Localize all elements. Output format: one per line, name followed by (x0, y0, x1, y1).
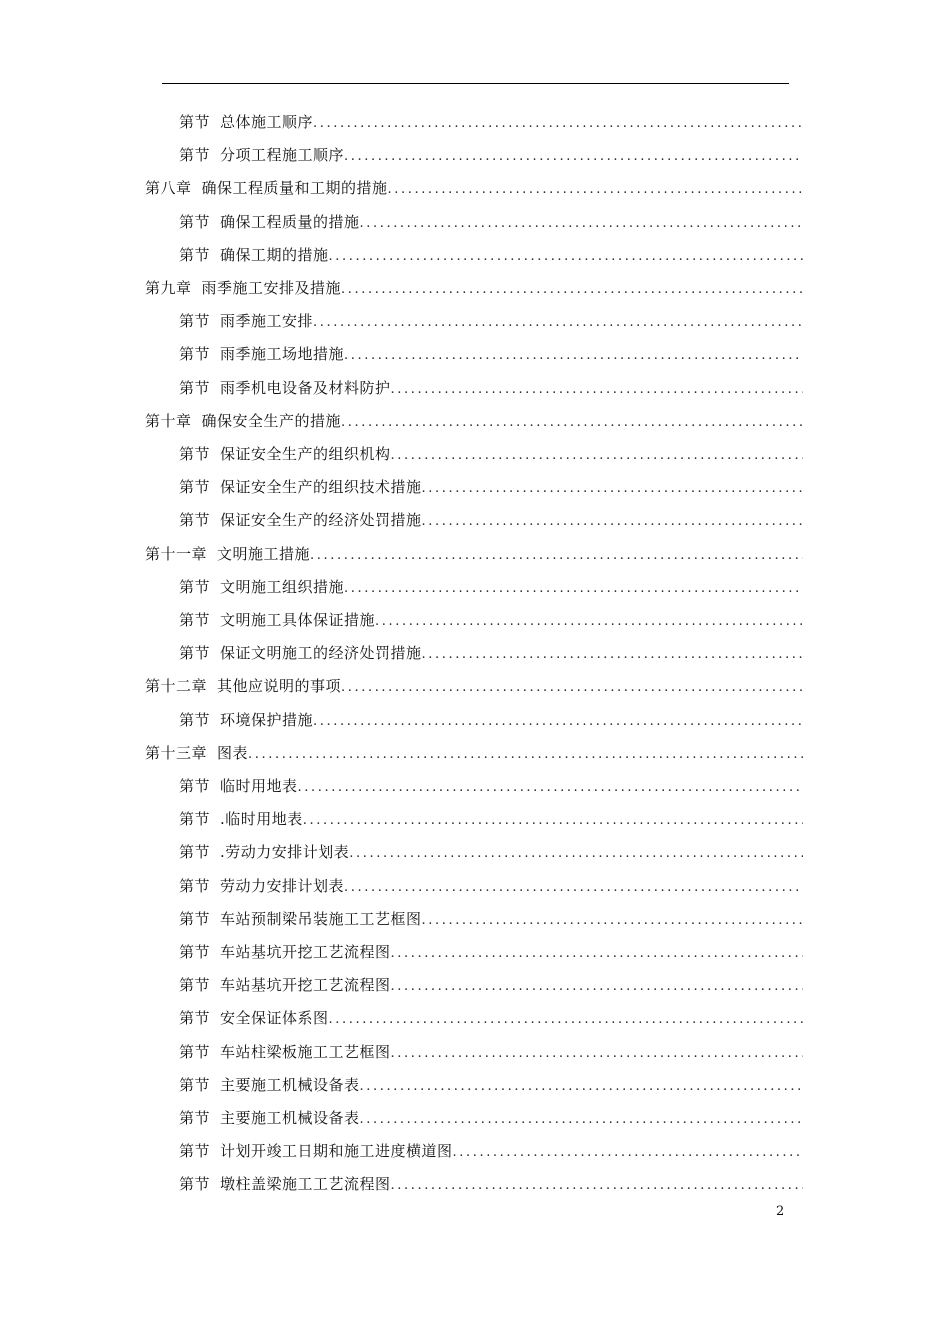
toc-entry-number: 第节 (179, 1009, 211, 1028)
toc-entry-label (145, 742, 248, 764)
toc-entry-title: 确保安全生产的措施 (201, 411, 342, 430)
toc-entry-label (179, 775, 298, 797)
toc-chapter-entry[interactable] (145, 177, 803, 199)
toc-entry-title: 总体施工顺序 (220, 113, 314, 131)
toc-dot-leader (360, 213, 803, 233)
toc-entry-label (179, 377, 391, 399)
toc-dot-leader (313, 312, 803, 332)
toc-entry-number: 第节 (179, 843, 211, 862)
toc-entry-number: 第节 (179, 1175, 211, 1194)
toc-dot-leader (344, 345, 803, 365)
toc-section-entry[interactable] (179, 1007, 803, 1029)
toc-entry-label (179, 1173, 391, 1195)
toc-entry-label (179, 343, 344, 365)
toc-entry-label (179, 642, 422, 664)
toc-section-entry[interactable] (179, 576, 803, 598)
toc-dot-leader (341, 412, 803, 432)
toc-chapter-entry[interactable] (145, 675, 803, 697)
toc-section-entry[interactable] (179, 941, 803, 963)
toc-entry-number: 第十二章 (145, 677, 208, 696)
toc-entry-number: 第节 (179, 1142, 211, 1161)
toc-entry-title: .劳动力安排计划表 (220, 843, 350, 862)
toc-entry-label (179, 974, 391, 996)
toc-entry-number: 第节 (179, 876, 211, 895)
toc-chapter-entry[interactable] (145, 742, 803, 764)
toc-entry-label (179, 808, 303, 830)
toc-section-entry[interactable] (179, 609, 803, 631)
toc-entry-title: 安全保证体系图 (220, 1009, 329, 1028)
toc-entry-label (145, 277, 341, 299)
toc-entry-number: 第节 (179, 113, 211, 131)
toc-dot-leader (341, 279, 803, 299)
toc-dot-leader (303, 810, 803, 830)
toc-dot-leader (391, 445, 803, 465)
toc-entry-title: 文明施工组织措施 (220, 577, 345, 596)
toc-entry-label (179, 1007, 329, 1029)
toc-section-entry[interactable] (179, 1074, 803, 1096)
toc-entry-label (179, 509, 422, 531)
toc-entry-label (179, 144, 344, 166)
toc-entry-title: 保证安全生产的经济处罚措施 (220, 511, 422, 530)
toc-entry-label (145, 177, 388, 199)
toc-entry-number: 第节 (179, 1109, 211, 1127)
toc-dot-leader (298, 777, 803, 797)
toc-dot-leader (344, 578, 803, 598)
toc-section-entry[interactable] (179, 808, 803, 830)
toc-entry-title: 车站基坑开挖工艺流程图 (220, 976, 391, 995)
toc-section-entry[interactable] (179, 908, 803, 930)
toc-entry-label (145, 543, 310, 565)
toc-entry-title: 计划开竣工日期和施工进度横道图 (220, 1142, 453, 1161)
toc-dot-leader (349, 843, 803, 863)
toc-dot-leader (310, 545, 803, 565)
toc-dot-leader (422, 910, 803, 930)
toc-section-entry[interactable] (179, 841, 803, 863)
toc-entry-number: 第十三章 (145, 743, 208, 762)
toc-chapter-entry[interactable] (145, 277, 803, 299)
toc-entry-title: 文明施工措施 (217, 544, 311, 563)
toc-section-entry[interactable] (179, 709, 803, 731)
toc-dot-leader (391, 976, 803, 996)
toc-section-entry[interactable] (179, 310, 803, 332)
toc-entry-label (179, 1107, 360, 1129)
toc-entry-number: 第八章 (145, 179, 192, 198)
toc-entry-label (179, 875, 344, 897)
toc-entry-label (145, 410, 341, 432)
toc-dot-leader (391, 1043, 803, 1063)
toc-entry-label (179, 1140, 453, 1162)
toc-entry-title: 确保工程质量和工期的措施 (201, 179, 388, 198)
toc-dot-leader (329, 246, 803, 266)
toc-entry-title: 车站预制梁吊装施工工艺框图 (220, 909, 422, 928)
toc-section-entry[interactable] (179, 111, 803, 133)
toc-dot-leader (248, 744, 803, 764)
toc-entry-title: 保证安全生产的组织技术措施 (220, 478, 422, 497)
toc-entry-number: 第节 (179, 445, 211, 463)
toc-entry-title: 分项工程施工顺序 (220, 146, 345, 165)
toc-entry-label (179, 310, 313, 332)
toc-entry-number: 第节 (179, 577, 211, 596)
page-number: 2 (776, 1204, 785, 1219)
toc-dot-leader (329, 1009, 803, 1029)
toc-entry-title: .临时用地表 (220, 810, 303, 829)
toc-entry-label (179, 709, 313, 731)
toc-entry-title: 主要施工机械设备表 (220, 1075, 360, 1094)
toc-entry-label (179, 941, 391, 963)
toc-entry-number: 第节 (179, 212, 211, 231)
toc-entry-title: 车站柱梁板施工工艺框图 (220, 1042, 391, 1061)
toc-section-entry[interactable] (179, 343, 803, 365)
toc-entry-number: 第节 (179, 611, 211, 629)
toc-entry-number: 第节 (179, 710, 211, 729)
toc-entry-label (145, 675, 341, 697)
toc-dot-leader (388, 179, 803, 199)
toc-dot-leader (360, 1109, 803, 1129)
toc-entry-number: 第九章 (145, 279, 192, 297)
toc-entry-number: 第节 (179, 810, 211, 829)
toc-entry-number: 第十章 (145, 411, 192, 430)
toc-entry-title: 保证安全生产的组织机构 (220, 445, 391, 463)
toc-section-entry[interactable] (179, 1173, 803, 1195)
toc-dot-leader (360, 1076, 803, 1096)
toc-entry-number: 第节 (179, 511, 211, 530)
toc-entry-title: 雨季机电设备及材料防护 (220, 378, 391, 397)
toc-dot-leader (344, 146, 803, 166)
toc-section-entry[interactable] (179, 1041, 803, 1063)
toc-section-entry[interactable] (179, 875, 803, 897)
toc-entry-number: 第节 (179, 245, 211, 264)
toc-section-entry[interactable] (179, 476, 803, 498)
toc-section-entry[interactable] (179, 642, 803, 664)
toc-dot-leader (375, 611, 803, 631)
toc-entry-title: 主要施工机械设备表 (220, 1109, 360, 1127)
toc-entry-title: 雨季施工安排 (220, 312, 314, 331)
toc-chapter-entry[interactable] (145, 543, 803, 565)
toc-entry-number: 第节 (179, 777, 211, 795)
toc-dot-leader (313, 711, 803, 731)
toc-entry-title: 图表 (217, 743, 249, 762)
toc-entry-title: 其他应说明的事项 (217, 677, 342, 696)
toc-section-entry[interactable] (179, 443, 803, 465)
toc-entry-label (179, 443, 391, 465)
toc-entry-number: 第节 (179, 1042, 211, 1061)
toc-dot-leader (341, 677, 803, 697)
toc-entry-title: 文明施工具体保证措施 (220, 611, 376, 629)
toc-entry-title: 雨季施工安排及措施 (201, 279, 342, 297)
toc-entry-label (179, 1074, 360, 1096)
toc-dot-leader (422, 478, 803, 498)
toc-entry-title: 雨季施工场地措施 (220, 345, 345, 364)
toc-entry-title: 确保工期的措施 (220, 245, 329, 264)
toc-entry-label (179, 609, 375, 631)
toc-entry-title: 劳动力安排计划表 (220, 876, 345, 895)
toc-section-entry[interactable] (179, 211, 803, 233)
toc-dot-leader (344, 877, 803, 897)
toc-dot-leader (391, 379, 803, 399)
toc-entry-number: 第节 (179, 1075, 211, 1094)
toc-section-entry[interactable] (179, 377, 803, 399)
toc-dot-leader (422, 511, 803, 531)
toc-entry-number: 第节 (179, 943, 211, 961)
toc-entry-label (179, 244, 329, 266)
toc-section-entry[interactable] (179, 1140, 803, 1162)
toc-entry-label (179, 576, 344, 598)
toc-entry-number: 第节 (179, 909, 211, 928)
toc-dot-leader (422, 644, 803, 664)
toc-entry-title: 临时用地表 (220, 777, 298, 795)
toc-section-entry[interactable] (179, 1107, 803, 1129)
toc-entry-title: 确保工程质量的措施 (220, 212, 360, 231)
toc-section-entry[interactable] (179, 775, 803, 797)
toc-entry-label (179, 908, 422, 930)
toc-section-entry[interactable] (179, 144, 803, 166)
toc-entry-title: 墩柱盖梁施工工艺流程图 (220, 1175, 391, 1194)
toc-entry-label (179, 211, 360, 233)
toc-entry-title: 环境保护措施 (220, 710, 314, 729)
toc-chapter-entry[interactable] (145, 410, 803, 432)
toc-entry-label (179, 111, 313, 133)
toc-dot-leader (453, 1142, 803, 1162)
toc-section-entry[interactable] (179, 244, 803, 266)
toc-entry-label (179, 841, 349, 863)
toc-entry-number: 第节 (179, 312, 211, 331)
toc-entry-number: 第节 (179, 345, 211, 364)
toc-entry-title: 车站基坑开挖工艺流程图 (220, 943, 391, 961)
toc-entry-number: 第节 (179, 644, 211, 663)
toc-dot-leader (391, 943, 803, 963)
toc-entry-number: 第节 (179, 976, 211, 995)
toc-entry-title: 保证文明施工的经济处罚措施 (220, 644, 422, 663)
toc-entry-number: 第十一章 (145, 544, 208, 563)
toc-entry-label (179, 476, 422, 498)
toc-section-entry[interactable] (179, 974, 803, 996)
toc-entry-number: 第节 (179, 378, 211, 397)
toc-entry-number: 第节 (179, 478, 211, 497)
toc-dot-leader (313, 113, 803, 133)
toc-section-entry[interactable] (179, 509, 803, 531)
toc-entry-number: 第节 (179, 146, 211, 165)
toc-dot-leader (391, 1175, 803, 1195)
toc-entry-label (179, 1041, 391, 1063)
